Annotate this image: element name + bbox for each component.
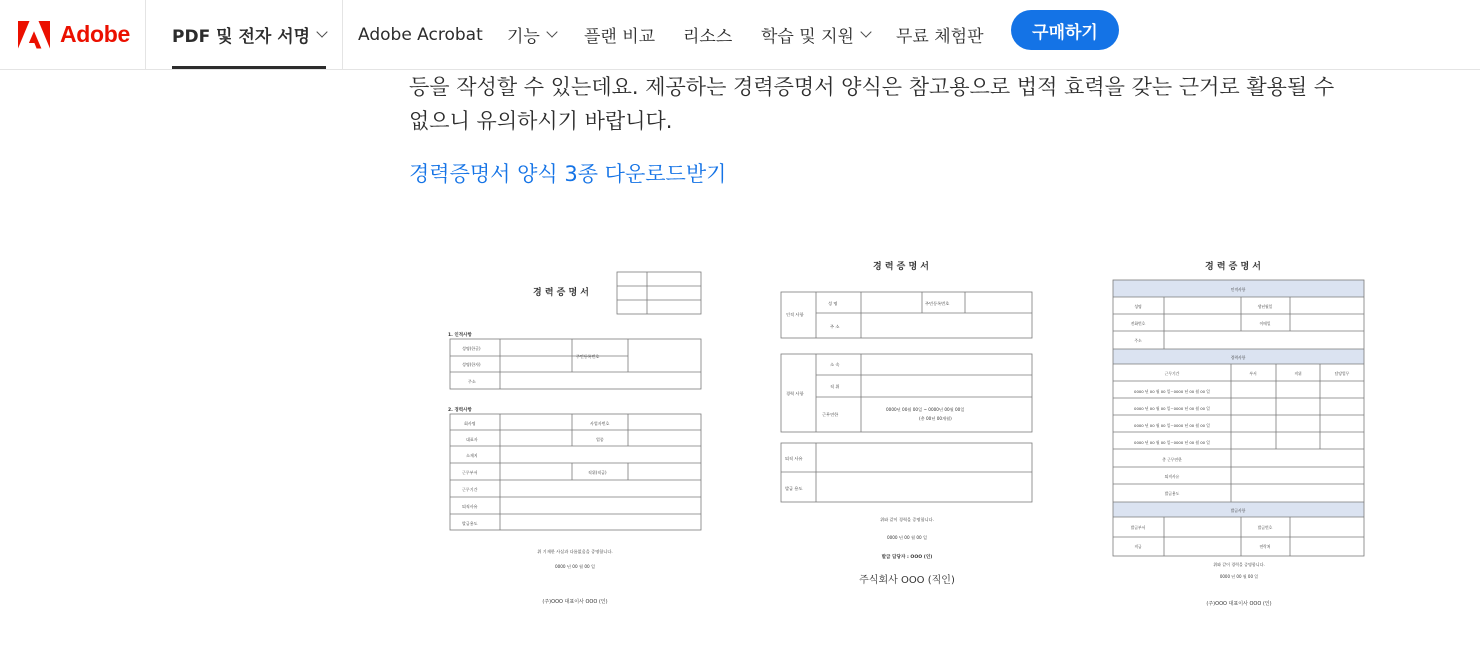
- form-3-field: 직위: [1294, 371, 1302, 376]
- form-1-field: 소재지: [466, 453, 478, 458]
- form-1-field: 성명(한자): [462, 362, 481, 367]
- form-2-field: 주 소: [830, 324, 840, 329]
- form-2-field: 인적 사항: [786, 312, 804, 317]
- form-1-image: [440, 262, 710, 612]
- form-thumbnail-2[interactable]: [776, 252, 1038, 597]
- form-2-field: 0000년 00월 00일 ~ 0000년 00월 00일: [886, 407, 965, 412]
- form-3-field: 퇴직사유: [1164, 474, 1180, 479]
- form-1-title: 경 력 증 명 서: [533, 288, 590, 298]
- form-1-field: 회사명: [464, 421, 476, 426]
- form-3-period: 0000 년 00 월 00 일~0000 년 00 월 00 일: [1134, 389, 1210, 394]
- form-1-field: 주민등록번호: [576, 354, 600, 359]
- form-2-footer: 주식회사 OOO (직인): [859, 575, 955, 586]
- nav-resources-label: 리소스: [683, 27, 733, 47]
- global-nav: [0, 0, 1480, 70]
- form-3-footer: 0000 년 00 월 00 일: [1219, 574, 1259, 579]
- nav-features-label: 기능: [507, 27, 540, 47]
- chevron-down-icon: [546, 26, 557, 37]
- form-3-field: 이메일: [1259, 321, 1271, 326]
- form-3-footer: (주)OOO 대표이사 OOO (인): [1206, 601, 1272, 607]
- form-3-period: 0000 년 00 월 00 일~0000 년 00 월 00 일: [1134, 440, 1210, 445]
- form-1-field: 성명(한글): [462, 346, 481, 351]
- form-2-field: 소 속: [830, 362, 840, 367]
- form-1-field: 직위(직급): [588, 470, 607, 475]
- download-forms-link[interactable]: 경력증명서 양식 3종 다운로드받기: [409, 162, 727, 186]
- form-3-section: 경력사항: [1230, 355, 1246, 360]
- nav-learn-support-label: 학습 및 지원: [761, 27, 854, 47]
- nav-compare-plans[interactable]: [584, 0, 655, 69]
- nav-free-trial-label: 무료 체험판: [896, 27, 984, 47]
- form-2-field: 경력 사항: [786, 391, 804, 396]
- form-3-field: 주소: [1134, 338, 1142, 343]
- form-thumbnail-1[interactable]: [440, 262, 710, 612]
- form-3-field: 발급번호: [1257, 525, 1273, 530]
- form-2-footer: 발급 담당자 : OOO (인): [881, 555, 933, 560]
- form-1-field: 근무기간: [462, 487, 478, 492]
- form-3-field: 발급부서: [1130, 525, 1146, 530]
- form-1-field: 주소: [468, 379, 476, 384]
- nav-adobe-acrobat[interactable]: [358, 0, 483, 69]
- form-3-field: 발급용도: [1164, 491, 1180, 496]
- form-1-field: 퇴직사유: [462, 504, 478, 509]
- form-3-field: 전화번호: [1130, 321, 1146, 326]
- form-3-field: 연락처: [1259, 544, 1271, 549]
- form-1-footer: 위 기재한 사실과 다름없음을 증명합니다.: [537, 549, 613, 554]
- form-2-footer: 위와 같이 경력을 증명합니다.: [880, 517, 934, 522]
- form-3-field: 부서: [1249, 371, 1257, 376]
- form-1-footer: 0000 년 00 월 00 일: [554, 564, 596, 569]
- form-2-field: (총 00년 00개월): [919, 416, 952, 421]
- form-3-section: 발급사항: [1230, 508, 1246, 513]
- form-2-footer: 0000 년 00 월 00 일: [886, 535, 928, 540]
- buy-button[interactable]: 구매하기: [1011, 10, 1119, 50]
- form-3-field: 근무기간: [1164, 371, 1180, 376]
- form-1-footer: (주)OOO 대표이사 OOO (인): [542, 599, 608, 605]
- form-3-field: 성명: [1134, 304, 1142, 309]
- form-2-field: 주민등록번호: [925, 301, 950, 306]
- nav-adobe-acrobat-label: Adobe Acrobat: [358, 24, 483, 45]
- form-1-field: 대표자: [466, 437, 478, 442]
- form-1-field: 사업자번호: [590, 421, 610, 426]
- paragraph-line: 등을 작성할 수 있는데요. 제공하는 경력증명서 양식은 참고용으로 법적 효력을 갖는 근거로 활용될 수: [409, 75, 1335, 99]
- nav-resources[interactable]: [683, 0, 732, 69]
- form-3-field: 담당업무: [1334, 371, 1350, 376]
- form-2-field: 발급 용도: [785, 486, 803, 491]
- nav-pdf-esign[interactable]: [172, 0, 326, 69]
- chevron-down-icon: [860, 26, 871, 37]
- form-3-period: 0000 년 00 월 00 일~0000 년 00 월 00 일: [1134, 406, 1210, 411]
- form-3-field: 직급: [1134, 544, 1142, 549]
- chevron-down-icon: [316, 26, 327, 37]
- form-3-field: 총 근무연한: [1162, 457, 1182, 462]
- form-1-field: 업종: [596, 437, 604, 442]
- form-2-title: 경 력 증 명 서: [873, 262, 930, 272]
- form-2-image: [776, 252, 1038, 597]
- form-1-section: 2. 경력사항: [448, 408, 472, 413]
- form-3-footer: 위와 같이 경력을 증명합니다.: [1213, 562, 1265, 567]
- nav-learn-support[interactable]: [761, 0, 870, 69]
- nav-compare-plans-label: 플랜 비교: [584, 27, 656, 47]
- form-2-field: 직 위: [830, 384, 840, 389]
- form-3-field: 생년월일: [1257, 304, 1273, 309]
- form-2-field: 근무연한: [822, 412, 839, 417]
- form-thumbnail-3[interactable]: [1108, 252, 1370, 612]
- form-1-field: 근무부서: [462, 470, 478, 475]
- form-3-title: 경 력 증 명 서: [1205, 262, 1262, 272]
- form-2-field: 성 명: [828, 301, 838, 306]
- nav-free-trial[interactable]: [896, 0, 984, 69]
- form-3-section: 인적사항: [1230, 287, 1246, 292]
- adobe-logo-link[interactable]: [0, 0, 146, 69]
- paragraph-line: 없으니 유의하시기 바랍니다.: [409, 109, 673, 133]
- adobe-logo-text: Adobe: [60, 21, 131, 47]
- form-1-section: 1. 인적사항: [448, 333, 472, 338]
- article-paragraph: [409, 70, 1369, 138]
- form-3-period: 0000 년 00 월 00 일~0000 년 00 월 00 일: [1134, 423, 1210, 428]
- form-1-field: 발급용도: [462, 521, 478, 526]
- nav-features[interactable]: [507, 0, 556, 69]
- nav-pdf-esign-label: PDF 및 전자 서명: [172, 27, 311, 47]
- form-3-image: [1108, 252, 1370, 612]
- nav-divider: [342, 0, 343, 69]
- adobe-logo-icon: [18, 21, 50, 49]
- form-2-field: 퇴직 사유: [785, 456, 803, 461]
